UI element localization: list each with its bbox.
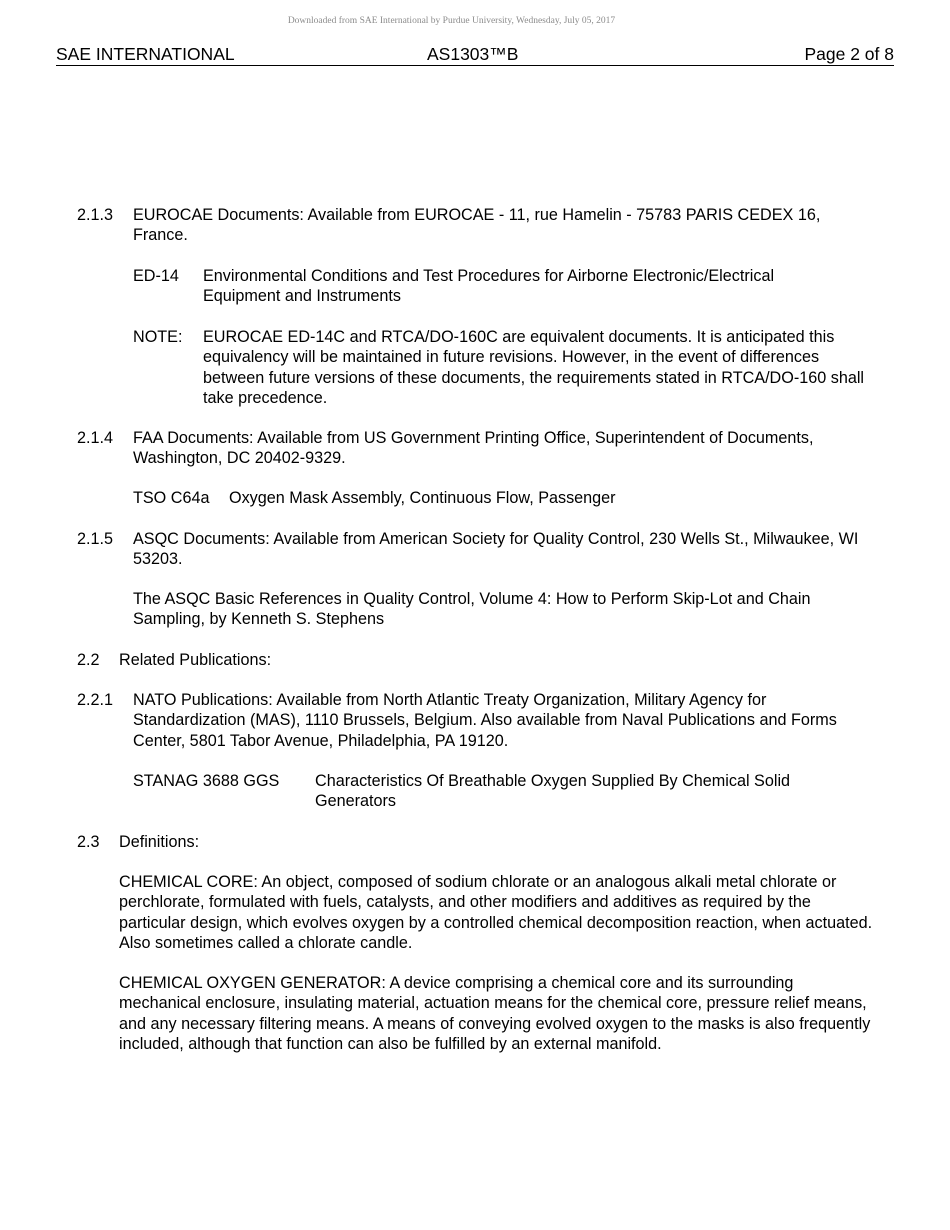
reference-text: Environmental Conditions and Test Procedures for Airborne Electronic/Electrical Equipment and Instruments (203, 267, 775, 306)
section-number: 2.3 (77, 833, 100, 851)
note-label: NOTE: (133, 328, 183, 346)
reference-label: ED-14 (133, 267, 179, 285)
definition-chemical-oxygen-generator: CHEMICAL OXYGEN GENERATOR: A device comprising a chemical core and its surrounding mechanical enclosure, insulating material, actuation means for the chemical core, pressure relief means, and any necessary filtering means. A means of conveying evolved oxygen to the masks is also frequently included, although that function can also be fulfilled by an external manifold. (119, 974, 871, 1053)
section-title: Definitions: (119, 833, 200, 851)
page-header (56, 44, 894, 66)
section-text: ASQC Documents: Available from American Society for Quality Control, 230 Wells St., Milwaukee, WI 53203. (133, 530, 859, 569)
section-title: Related Publications: (119, 651, 272, 669)
section-text: FAA Documents: Available from US Government Printing Office, Superintendent of Documents, Washington, DC 20402-9329. (133, 429, 814, 468)
reference-label: TSO C64a (133, 489, 210, 507)
section-number: 2.1.4 (77, 429, 114, 447)
reference-asqc-basic: The ASQC Basic References in Quality Control, Volume 4: How to Perform Skip-Lot and Chain Sampling, by Kenneth S. Stephens (133, 590, 811, 629)
section-number: 2.2.1 (77, 691, 114, 709)
definition-chemical-core: CHEMICAL CORE: An object, composed of sodium chlorate or an analogous alkali metal chlorate or perchlorate, formulated with fuels, catalysts, and other modifiers and additives as required by the particular design, which evolves oxygen by a controlled chemical decomposition reaction, when actuated. Also sometimes called a chlorate candle. (119, 873, 873, 952)
section-number: 2.1.3 (77, 206, 114, 224)
section-text: EUROCAE Documents: Available from EUROCAE - 11, rue Hamelin - 75783 PARIS CEDEX 16, France. (133, 206, 821, 245)
section-number: 2.2 (77, 651, 100, 669)
header-organization: SAE INTERNATIONAL (56, 44, 235, 64)
reference-label: STANAG 3688 GGS (133, 772, 280, 790)
reference-text: Characteristics Of Breathable Oxygen Supplied By Chemical Solid Generators (315, 772, 791, 811)
header-page-number: Page 2 of 8 (804, 44, 894, 64)
note-text: EUROCAE ED-14C and RTCA/DO-160C are equivalent documents. It is anticipated this equivalency will be maintained in future revisions. However, in the event of differences between future versions of these documents, the requirements stated in RTCA/DO-160 shall take precedence. (203, 328, 865, 407)
section-number: 2.1.5 (77, 530, 114, 548)
reference-text: Oxygen Mask Assembly, Continuous Flow, Passenger (229, 489, 616, 507)
section-text: NATO Publications: Available from North Atlantic Treaty Organization, Military Agency for Standardization (MAS), 1110 Brussels, Belgium. Also available from Naval Publications and Forms Center, 5801 Tabor Avenue, Philadelphia, PA 19120. (133, 691, 837, 750)
header-document-id: AS1303™B (427, 44, 519, 64)
download-watermark: Downloaded from SAE International by Purdue University, Wednesday, July 05, 2017 (287, 16, 616, 26)
